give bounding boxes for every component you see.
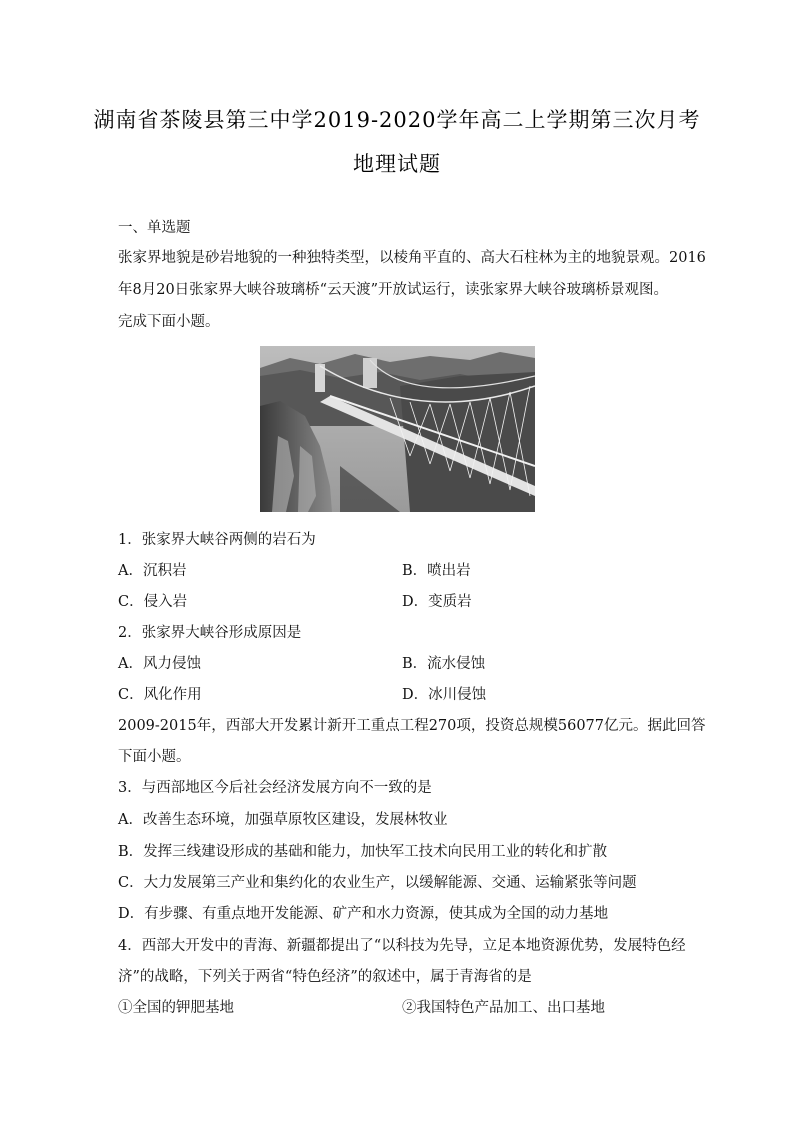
question-4-option-1[interactable]: ①全国的钾肥基地 [118,1000,234,1016]
question-3-option-a[interactable]: A．改善生态环境，加强草原牧区建设，发展林牧业 [118,812,448,828]
document-subtitle: 地理试题 [353,152,441,176]
question-3-option-c[interactable]: C．大力发展第三产业和集约化的农业生产，以缓解能源、交通、运输紧张等问题 [118,875,637,891]
question-1-option-d[interactable]: D．变质岩 [402,594,472,610]
question-2-stem: 2．张家界大峡谷形成原因是 [118,625,302,641]
question-1-option-b[interactable]: B．喷出岩 [402,563,471,579]
question-1-option-a[interactable]: A．沉积岩 [118,563,187,579]
question-2-option-c[interactable]: C．风化作用 [118,687,202,703]
intro-paragraph-line: 2009-2015年，西部大开发累计新开工重点工程270项，投资总规模56077亿元。据此回答 [118,718,706,734]
question-2-option-d[interactable]: D．冰川侵蚀 [402,687,487,703]
intro-paragraph-line: 张家界地貌是砂岩地貌的一种独特类型，以棱角平直的、高大石柱林为主的地貌景观。2016 [118,250,706,266]
question-4-option-2[interactable]: ②我国特色产品加工、出口基地 [402,1000,605,1016]
glass-bridge-photo [260,346,535,512]
question-2-option-a[interactable]: A．风力侵蚀 [118,656,201,672]
question-3-stem: 3．与西部地区今后社会经济发展方向不一致的是 [118,780,432,796]
question-2-option-b[interactable]: B．流水侵蚀 [402,656,486,672]
question-3-option-d[interactable]: D．有步骤、有重点地开发能源、矿产和水力资源，使其成为全国的动力基地 [118,906,609,922]
intro-paragraph-line: 下面小题。 [118,749,191,765]
section-heading: 一、单选题 [118,220,191,236]
question-1-option-c[interactable]: C．侵入岩 [118,594,188,610]
question-3-option-b[interactable]: B．发挥三线建设形成的基础和能力，加快军工技术向民用工业的转化和扩散 [118,844,608,860]
question-1-stem: 1．张家界大峡谷两侧的岩石为 [118,532,316,548]
question-4-stem: 4．西部大开发中的青海、新疆都提出了“以科技为先导，立足本地资源优势，发展特色经 [118,938,686,954]
question-4-stem: 济”的战略，下列关于两省“特色经济”的叙述中，属于青海省的是 [118,969,532,985]
intro-paragraph-line: 完成下面小题。 [118,314,220,330]
intro-paragraph-line: 年8月20日张家界大峡谷玻璃桥“云天渡”开放试运行，读张家界大峡谷玻璃桥景观图。 [118,282,668,298]
document-title: 湖南省茶陵县第三中学2019-2020学年高二上学期第三次月考 [93,108,701,132]
